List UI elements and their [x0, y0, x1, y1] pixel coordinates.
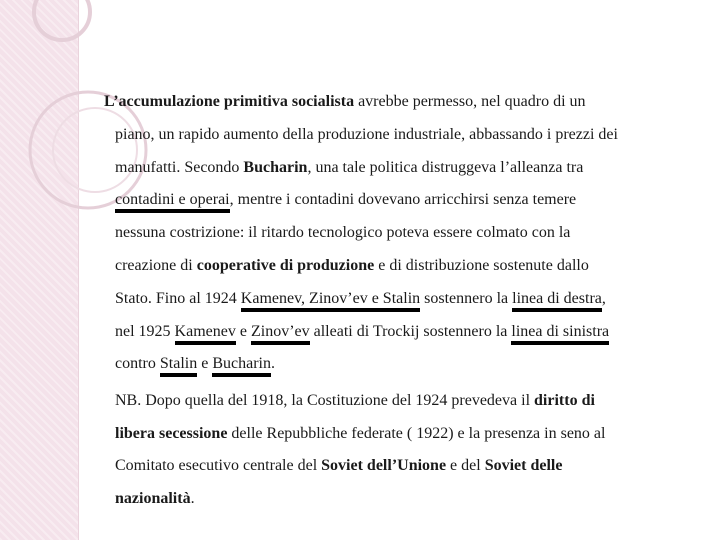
- term-accumulation: L’accumulazione primitiva socialista: [104, 93, 355, 110]
- underlined-contadini-operai: contadini e operai: [115, 191, 230, 213]
- term-bucharin: Bucharin: [243, 158, 308, 176]
- paragraph-accumulation: [104, 86, 684, 381]
- text-line: [104, 385, 684, 418]
- underlined-linea-destra: linea di destra: [512, 290, 602, 312]
- text-run: delle Repubbliche federate ( 1922) e la presenza in seno al: [227, 424, 606, 442]
- text-line: [104, 450, 684, 483]
- text-line: [104, 86, 684, 119]
- text-run: ,: [601, 289, 606, 307]
- text-line: [104, 418, 684, 451]
- paragraph-nb: [104, 385, 684, 515]
- text-run: e di distribuzione sostenute dallo: [374, 256, 589, 274]
- text-run: alleati di Trockij sostennero la: [309, 322, 512, 340]
- text-run: .: [270, 355, 275, 373]
- underlined-kamenev: Kamenev: [175, 323, 236, 345]
- text-line: [104, 348, 684, 381]
- text-line: [104, 217, 684, 250]
- term-soviet-unione: Soviet dell’Unione: [321, 457, 447, 475]
- text-run: .: [190, 489, 195, 507]
- term-diritto: diritto di: [534, 392, 595, 410]
- underlined-kamenev-zinovev-stalin: Kamenev, Zinov’ev e Stalin: [241, 290, 420, 312]
- text-run: piano, un rapido aumento della produzione industriale, abbassando i prezzi dei: [115, 125, 618, 143]
- term-cooperative: cooperative di produzione: [196, 256, 375, 274]
- text-run: e: [235, 322, 251, 340]
- text-line: [104, 483, 684, 516]
- text-run: Stato. Fino al 1924: [115, 289, 241, 307]
- term-secessione: libera secessione: [115, 424, 228, 442]
- text-run: sostennero la: [420, 289, 513, 307]
- text-run: e del: [446, 457, 485, 475]
- underlined-bucharin: Bucharin: [212, 355, 271, 377]
- text-line: [104, 184, 684, 217]
- text-run: , mentre i contadini dovevano arricchirsi senza temere: [229, 191, 577, 209]
- text-run: contro: [115, 355, 160, 373]
- text-line: [104, 283, 684, 316]
- text-run: NB. Dopo quella del 1918, la Costituzione del 1924 prevedeva il: [115, 392, 535, 410]
- term-soviet-delle: Soviet delle: [484, 457, 563, 475]
- underlined-stalin: Stalin: [160, 355, 197, 377]
- text-line: [104, 152, 684, 185]
- underlined-linea-sinistra: linea di sinistra: [511, 323, 609, 345]
- text-run: creazione di: [115, 256, 197, 274]
- text-run: , una tale politica distruggeva l’alleanza tra: [307, 158, 584, 176]
- decorative-ring-small: [34, 0, 90, 40]
- text-line: [104, 316, 684, 349]
- text-line: [104, 250, 684, 283]
- slide-text: [104, 86, 684, 516]
- text-run: Comitato esecutivo centrale del: [115, 457, 322, 475]
- text-run: nel 1925: [115, 322, 175, 340]
- text-run: e: [197, 355, 213, 373]
- text-line: [104, 119, 684, 152]
- text-run: manufatti. Secondo: [115, 158, 244, 176]
- term-nazionalita: nazionalità: [115, 489, 191, 507]
- text-run: nessuna costrizione: il ritardo tecnologico poteva essere colmato con la: [115, 224, 571, 242]
- text-run: avrebbe permesso, nel quadro di un: [354, 93, 586, 110]
- underlined-zinovev: Zinov’ev: [251, 323, 310, 345]
